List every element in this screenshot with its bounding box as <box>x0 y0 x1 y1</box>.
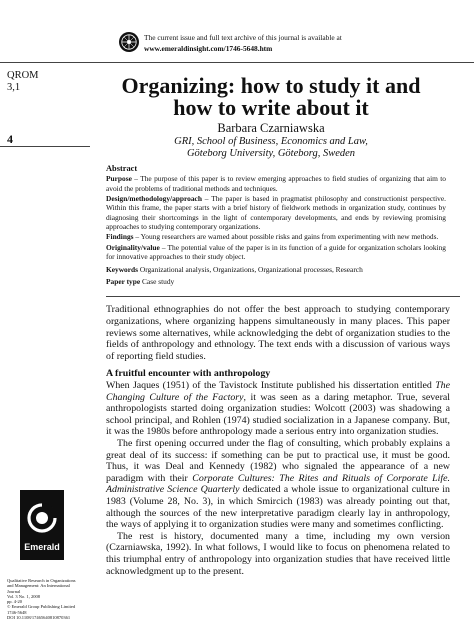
keywords-text: Organizational analysis, Organizations, Organizational processes, Research <box>138 264 363 274</box>
journal-url-link[interactable]: www.emeraldinsight.com/1746-5648.htm <box>144 44 273 53</box>
body-text <box>106 380 450 577</box>
p1-text-b: , it was seen as a daring metaphor. True, several anthropologists started doing organization studies: Wolcott (2003) was shadowing a school principal, and Rohlen (1974) studied socialization in a Japanese company. But, it was the 1980s before anthropology made a serious entry into organization studies. <box>106 391 450 438</box>
page-number-divider <box>0 146 90 147</box>
author-affiliation <box>106 136 436 160</box>
affiliation-line-2: Göteborg University, Göteborg, Sweden <box>186 148 356 159</box>
pub-info-line: Qualitative Research in Organizations <box>7 578 76 583</box>
design-text: – The paper is based in pragmatist philosophy and constructionist perspective. Within this frame, the paper starts with a brief history of fieldwork methods in organization study, continues by diagnosing their shortcomings in the light of contemporary developments, and ends by reviewing promising approaches to studying contemporary organizations. <box>106 194 446 231</box>
author-name: Barbara Czarniawska <box>217 121 325 135</box>
intro-paragraph: Traditional ethnographies do not offer the best approach to studying contemporary organizations, where organizing happens simultaneously in many places. This paper reviews some alternatives, while acknowledging the debt of organization studies to the fields of anthropology and ethnology. The text ends with a discussion of various ways of reporting field studies. <box>106 304 450 363</box>
globe-compass-icon <box>118 31 140 53</box>
design-label: Design/methodology/approach <box>106 194 202 204</box>
pub-info-line: pp. 4-20 <box>7 599 22 605</box>
section-heading: A fruitful encounter with anthropology <box>106 368 271 379</box>
keywords-label: Keywords <box>106 264 139 274</box>
findings-label: Findings <box>106 232 134 242</box>
emerald-logo-text: Emerald <box>24 542 60 552</box>
body-paragraph-1 <box>106 380 450 438</box>
abstract-keywords <box>106 265 446 274</box>
p2-book-title: Corporate Cultures: The Rites and Rituals of Corporate Life. Administrative Science Quarterly <box>106 472 450 496</box>
abstract-block <box>106 164 446 287</box>
archive-notice: The current issue and full text archive of this journal is available at <box>144 33 342 42</box>
p2-text-b: dedicated a whole issue to organizational culture in 1983 (Volume 28, No. 3), in which Smircich (1983) was already pointing out that, although the sources of the new interpretative paradigm clearly lay in anthropology, the ways of applying it to organization studies were many and sometimes conflicting. <box>106 484 450 531</box>
page-number: 4 <box>7 132 13 146</box>
originality-text: – The potential value of the paper is in its function of a guide for organization scholars looking for innovative approaches to their study object. <box>106 242 446 262</box>
abstract-divider <box>106 296 460 297</box>
header-divider <box>0 62 474 63</box>
journal-abbrev: QROM <box>7 70 39 81</box>
pub-info-line: Journal <box>7 588 21 594</box>
paper-type-label: Paper type <box>106 276 141 286</box>
pub-info-line: 1746-5648 <box>7 609 27 615</box>
journal-code <box>7 70 39 94</box>
abstract-purpose <box>106 174 446 193</box>
purpose-text: – The purpose of this paper is to review emerging approaches to field studies of organizing that aim to avoid the problems of traditional methods and techniques. <box>106 174 446 193</box>
pub-info-line: © Emerald Group Publishing Limited <box>7 604 76 610</box>
pub-info-line: Vol. 3 No. 1, 2008 <box>7 593 41 599</box>
p2-text-a: The first opening occurred under the flag of consulting, which probably explains a great deal of its success: if something can be put to practical use, it must be good. Thus, it was Deal and Kennedy (1982) who signaled the appearance of a new paradigm with their <box>106 437 450 484</box>
p1-text-a: When Jaques (1951) of the Tavistock Institute published his dissertation entitled <box>106 380 436 391</box>
publication-info <box>7 578 103 620</box>
volume-issue: 3,1 <box>7 82 21 93</box>
article-title: Organizing: how to study it and how to write about it <box>121 73 421 120</box>
affiliation-line-1: GRI, School of Business, Economics and Law, <box>174 136 368 147</box>
body-paragraph-3: The rest is history, documented many a time, including my own version (Czarniawska, 1992). In what follows, I would like to focus on phenomena related to this triumphal entry of anthropology into organization studies that have received little acknowledgment up to the present. <box>106 530 450 577</box>
pub-info-line: DOI 10.1108/17465640810870361 <box>7 615 71 621</box>
abstract-paper-type <box>106 277 446 286</box>
body-paragraph-2 <box>106 438 450 531</box>
emerald-logo-icon <box>20 490 64 560</box>
abstract-heading: Abstract <box>106 164 138 173</box>
abstract-design <box>106 194 446 231</box>
purpose-label: Purpose <box>106 174 132 184</box>
abstract-findings <box>106 232 446 241</box>
abstract-originality <box>106 243 446 262</box>
findings-text: – Young researchers are warned about possible risks and gains from experimenting with new methods. <box>133 232 439 242</box>
paper-type-text: Case study <box>140 276 175 286</box>
p1-book-title: The Changing Culture of the Factory <box>106 380 450 403</box>
originality-label: Originality/value <box>106 242 160 252</box>
pub-info-line: and Management: An International <box>7 583 70 589</box>
